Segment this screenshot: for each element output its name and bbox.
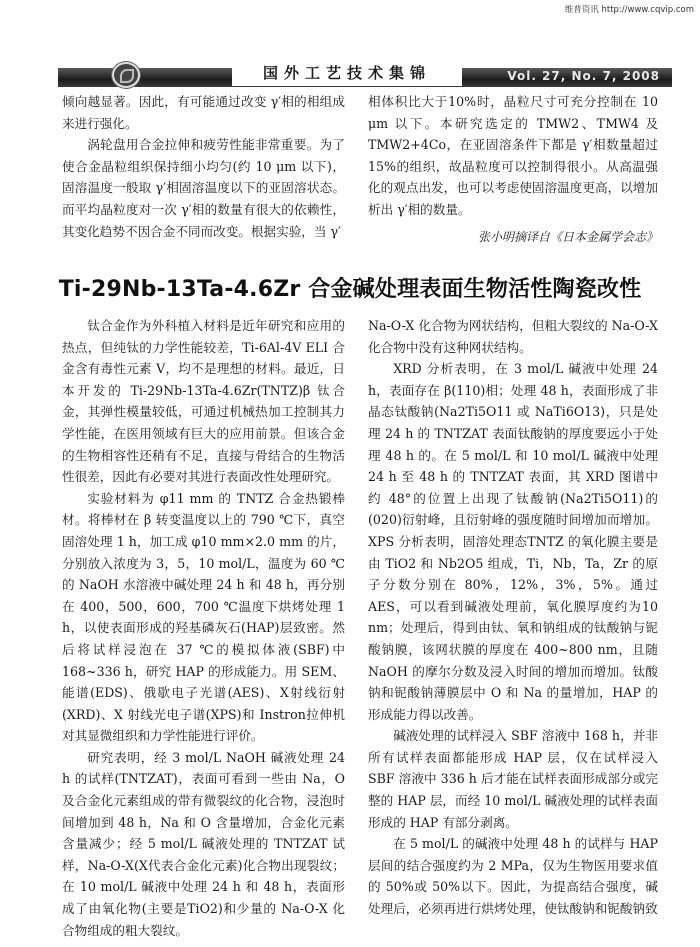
paragraph: 倾向越显著。因此，有可能通过改变 γ′相的相组成来进行强化。 [62, 94, 345, 131]
paragraph: 碱液处理的试样浸入 SBF 溶液中 168 h，并非所有试样表面都能形成 HAP 层，仅在试样浸入 SBF 溶液中 336 h 后才能在试样表面形成部分或完整的 HAP 层，而经 10 mol/L 碱液处理的试样表面形成的 HAP 有部分剥离。 [368, 728, 658, 830]
article-left-column [62, 315, 345, 941]
journal-title: 国外工艺技术集锦 [262, 64, 431, 82]
paragraph: XRD 分析表明，在 3 mol/L 碱液中处理 24 h，表面存在 β(110)相；处理 48 h，表面形成了非晶态钛酸钠(Na2Ti5O11 或 NaTi6O13)，只是处理 24 h 的 TNTZAT 表面钛酸钠的厚度要远小于处理 48 h 的。在 5 mol/L 和 10 mol/L 碱液中处理 24 h 至 48 h 的 TNTZAT 表面，其 XRD 图谱中约 48°的位置上出现了钛酸钠(Na2Ti5O11)的(020)衍射峰，且衍射峰的强度随时间增加而增加。XPS 分析表明，固溶处理态TNTZ 的氧化膜主要是由 TiO2 和 Nb2O5 组成，Ti，Nb，Ta，Zr 的原子分数分别在 80%，12%，3%，5%。通过AES，可以看到碱液处理前，氧化膜厚度约为10 nm；处理后，得到由钛、氧和钠组成的钛酸钠与铌酸钠膜，该网状膜的厚度在 400~800 nm，且随 NaOH 的摩尔分数及浸入时间的增加而增加。钛酸钠和铌酸钠薄膜层中 O 和 Na 的量增加，HAP 的形成能力得以改善。 [368, 361, 658, 722]
watermark: 维普资讯 http://www.cqvip.com [564, 5, 694, 15]
paragraph: 实验材料为 φ11 mm 的 TNTZ 合金热锻棒材。将棒材在 β 转变温度以上的 790 ℃下，真空固溶处理 1 h，加工成 φ10 mm×2.0 mm 的片，分别放入浓度为 3，5，10 mol/L，温度为 60 ℃的 NaOH 水溶液中碱处理 24 h 和 48 h，再分别在 400，500，600，700 ℃温度下烘烤处理 1 h，以使表面形成的羟基磷灰石(HAP)层致密。然后将试样浸泡在 37 ℃的模拟体液(SBF)中168~336 h，研究 HAP 的形成能力。用 SEM、能谱(EDS)、俄歇电子光谱(AES)、X射线衍射(XRD)、X 射线光电子谱(XPS)和 Instron拉伸机对其显微组织和力学性能进行评价。 [62, 490, 345, 744]
paragraph: 钛合金作为外科植入材料是近年研究和应用的热点，但纯钛的力学性能较差，Ti-6Al-4V ELI 合金含有毒性元素 V，均不是理想的材料。最近，日本开发的 Ti-29Nb-13Ta-4.6Zr(TNTZ)β 钛合金，其弹性模量较低，可通过机械热加工控制其力学性能，在医用领域有巨大的应用前景。但该合金的生物相容性还稍有不足，直接与骨结合的生物活性很差，因此有必要对其进行表面改性处理研究。 [62, 318, 345, 485]
translator-signature: 张小明摘译自《日本金属学会志》 [477, 229, 658, 244]
article-right-column [368, 315, 658, 920]
issue-info: Vol. 27, No. 7, 2008 [507, 69, 660, 83]
journal-logo-icon [112, 62, 140, 88]
paragraph: Na-O-X 化合物为网状结构，但粗大裂纹的 Na-O-X 化合物中没有这种网状结构。 [368, 318, 658, 355]
paragraph: 在 5 mol/L 的碱液中处理 48 h 的试样与 HAP 层间的结合强度约为 2 MPa，仅为生物医用要求值的 50%或 50%以下。因此，为提高结合强度，碱处理后，必须再进行烘烤处理，使钛酸钠和铌酸钠致 [368, 836, 658, 917]
prev-article-right-column [368, 91, 658, 248]
paragraph: 相体积比大于10%时，晶粒尺寸可充分控制在 10 μm 以下。本研究选定的 TMW2、TMW4 及 TMW2+4Co，在亚固溶条件下都是 γ′相数量超过 15%的组织，故晶粒度可以控制得很小。从高温强化的观点出发，也可以考虑使固溶温度更高，以增加析出 γ′相的数量。 [368, 94, 658, 217]
paragraph: 涡轮盘用合金拉伸和疲劳性能非常重要。为了使合金晶粒组织保持细小均匀(约 10 μm 以下)，固溶温度一般取 γ′相固溶温度以下的亚固溶状态。而平均晶粒度对一次 γ′相的数量有很大的依赖性，其变化趋势不因合金不同而改变。根据实验，当 γ′ [62, 137, 345, 239]
prev-article-left-column [62, 91, 345, 242]
article-title: Ti-29Nb-13Ta-4.6Zr 合金碱处理表面生物活性陶瓷改性 [58, 277, 642, 302]
paragraph: 研究表明，经 3 mol/L NaOH 碱液处理 24 h 的试样(TNTZAT)，表面可看到一些由 Na，O 及合金化元素组成的带有微裂纹的化合物，浸泡时间增加到 48 h，Na 和 O 含量增加，合金化元素含量减少；经 5 mol/L 碱液处理的 TNTZAT 试样，Na-O-X(X代表合金化元素)化合物出现裂纹；在 10 mol/L 碱液中处理 24 h 和 48 h，表面形成了由氧化物(主要是TiO2)和少量的 Na-O-X 化合物组成的粗大裂纹。 [62, 749, 345, 938]
